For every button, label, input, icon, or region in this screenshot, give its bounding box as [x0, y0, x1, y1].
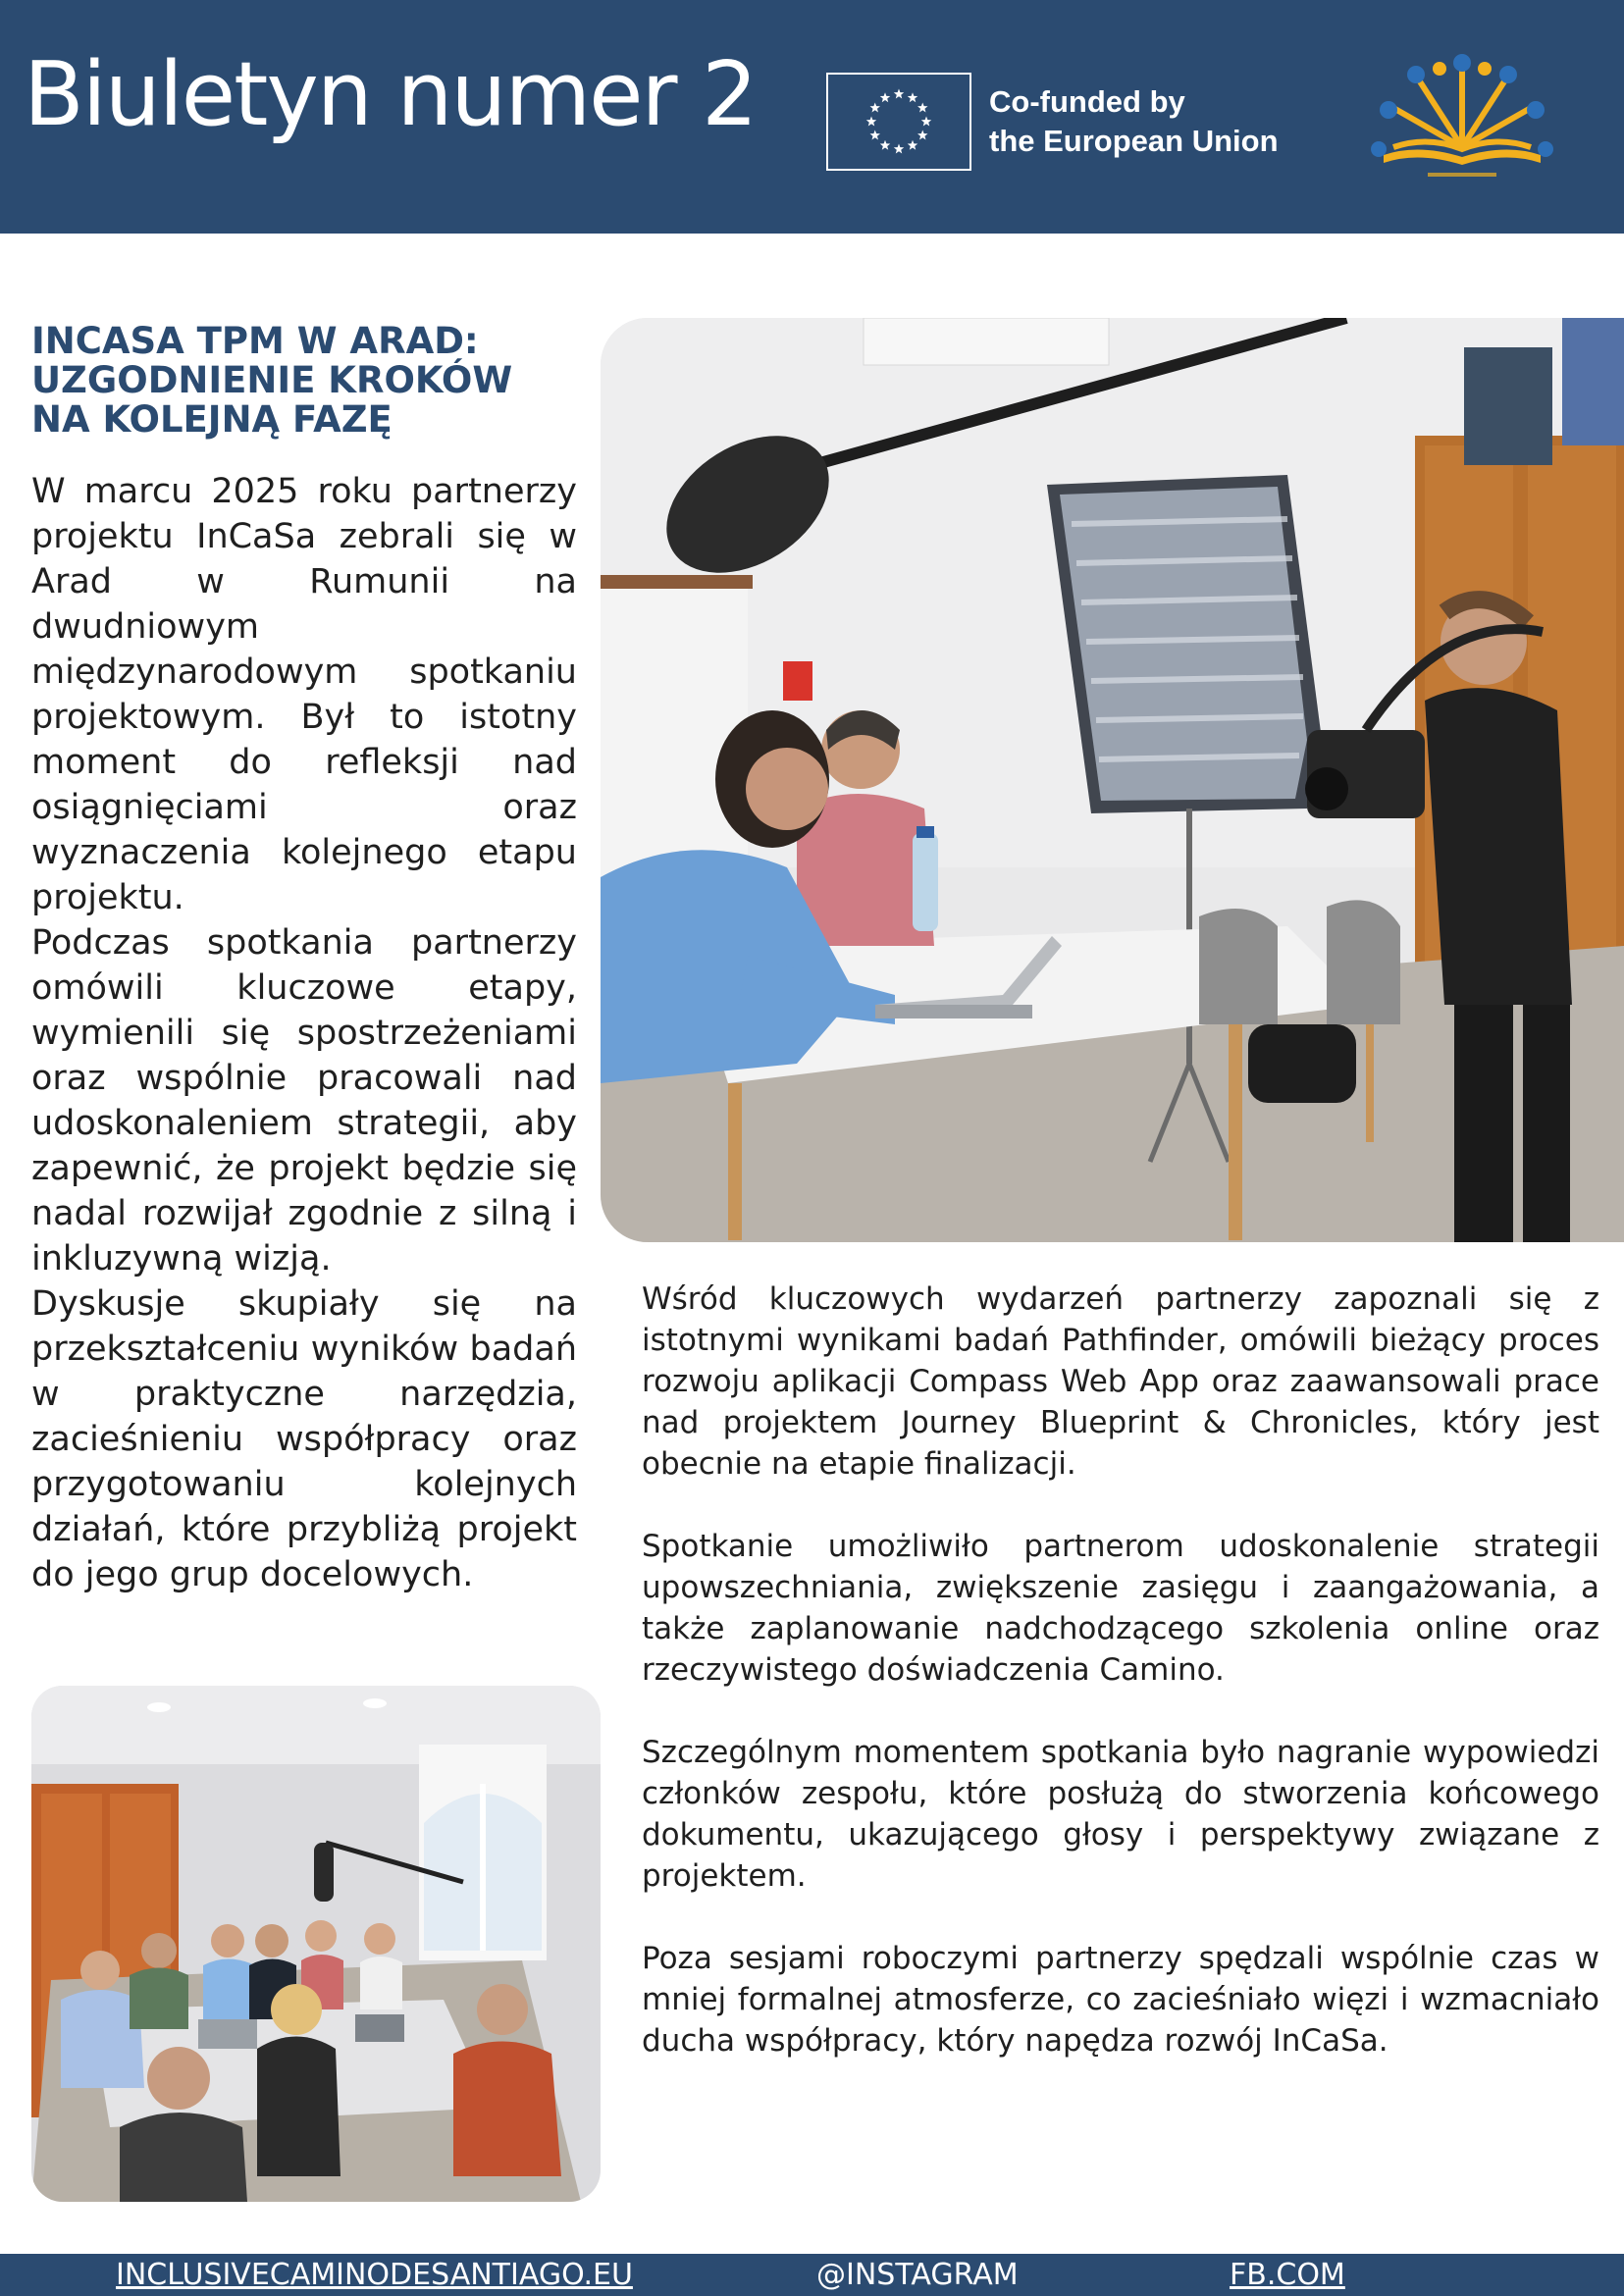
website-link[interactable]: INCLUSIVECAMINODESANTIAGO.EU: [116, 2258, 633, 2292]
paragraph: Poza sesjami roboczymi partnerzy spędzali wspólnie czas w mniej formalnej atmosferze, co zacieśniało więzi i wzmacniało ducha współpracy, który napędza rozwój InCaSa.: [642, 1941, 1599, 2059]
filming-session-photo: [601, 318, 1624, 1242]
header-banner: [0, 0, 1624, 234]
incasa-logo-icon: [1359, 49, 1565, 186]
paragraph: Dyskusje skupiały się na przekształceniu wyników badań w praktyczne narzędzia, zacieśnieniu współpracy oraz przygotowaniu kolejnych działań, które przybliżą projekt do jego grup docelowych.: [31, 1284, 577, 1594]
team-meeting-photo: [31, 1686, 601, 2202]
newsletter-title: Biuletyn numer 2: [24, 43, 757, 146]
paragraph: Spotkanie umożliwiło partnerom udoskonalenie strategii upowszechniania, zwiększenie zasięgu i zaangażowania, a także zaplanowanie nadchodzącego szkolenia online oraz rzeczywistego doświadczenia Camino.: [642, 1529, 1599, 1688]
facebook-link[interactable]: FB.COM: [1230, 2258, 1345, 2292]
paragraph: W marcu 2025 roku partnerzy projektu InCaSa zebrali się w Arad w Rumunii na dwudniowym międzynarodowym spotkaniu projektowym. Był to istotny moment do refleksji nad osiągnięciami oraz wyznaczenia kolejnego etapu projektu.: [31, 472, 577, 917]
eu-text-line2: the European Union: [989, 124, 1279, 158]
paragraph: Podczas spotkania partnerzy omówili kluczowe etapy, wymienili się spostrzeżeniami oraz wspólnie pracowali nad udoskonaleniem strategii, aby zapewnić, że projekt będzie się nadal rozwijał zgodnie z silną i inkluzywną wizją.: [31, 923, 577, 1278]
heading-line: NA KOLEJNĄ FAZĘ: [31, 398, 393, 441]
eu-text-line1: Co-funded by: [989, 84, 1185, 119]
heading-line: UZGODNIENIE KROKÓW: [31, 359, 513, 401]
paragraph: Wśród kluczowych wydarzeń partnerzy zapoznali się z istotnymi wynikami badań Pathfinder, omówili bieżący proces rozwoju aplikacji Compass Web App oraz zaawansowali prace nad projektem Journey Blueprint & Chronicles, który jest obecnie na etapie finalizacji.: [642, 1281, 1599, 1482]
eu-cofunded-text: [989, 82, 1279, 161]
paragraph: Szczególnym momentem spotkania było nagranie wypowiedzi członków zespołu, które posłużą do stworzenia końcowego dokumentu, ukazującego głosy i perspektywy związane z projektem.: [642, 1735, 1599, 1894]
eu-flag-icon: [826, 73, 971, 171]
footer-bar: [0, 2254, 1624, 2296]
instagram-link[interactable]: @INSTAGRAM: [816, 2258, 1019, 2292]
article-heading: [31, 322, 581, 440]
article-details-text: [642, 1278, 1599, 2103]
heading-line: INCASA TPM W ARAD:: [31, 320, 479, 362]
article-intro-text: [31, 469, 577, 1597]
